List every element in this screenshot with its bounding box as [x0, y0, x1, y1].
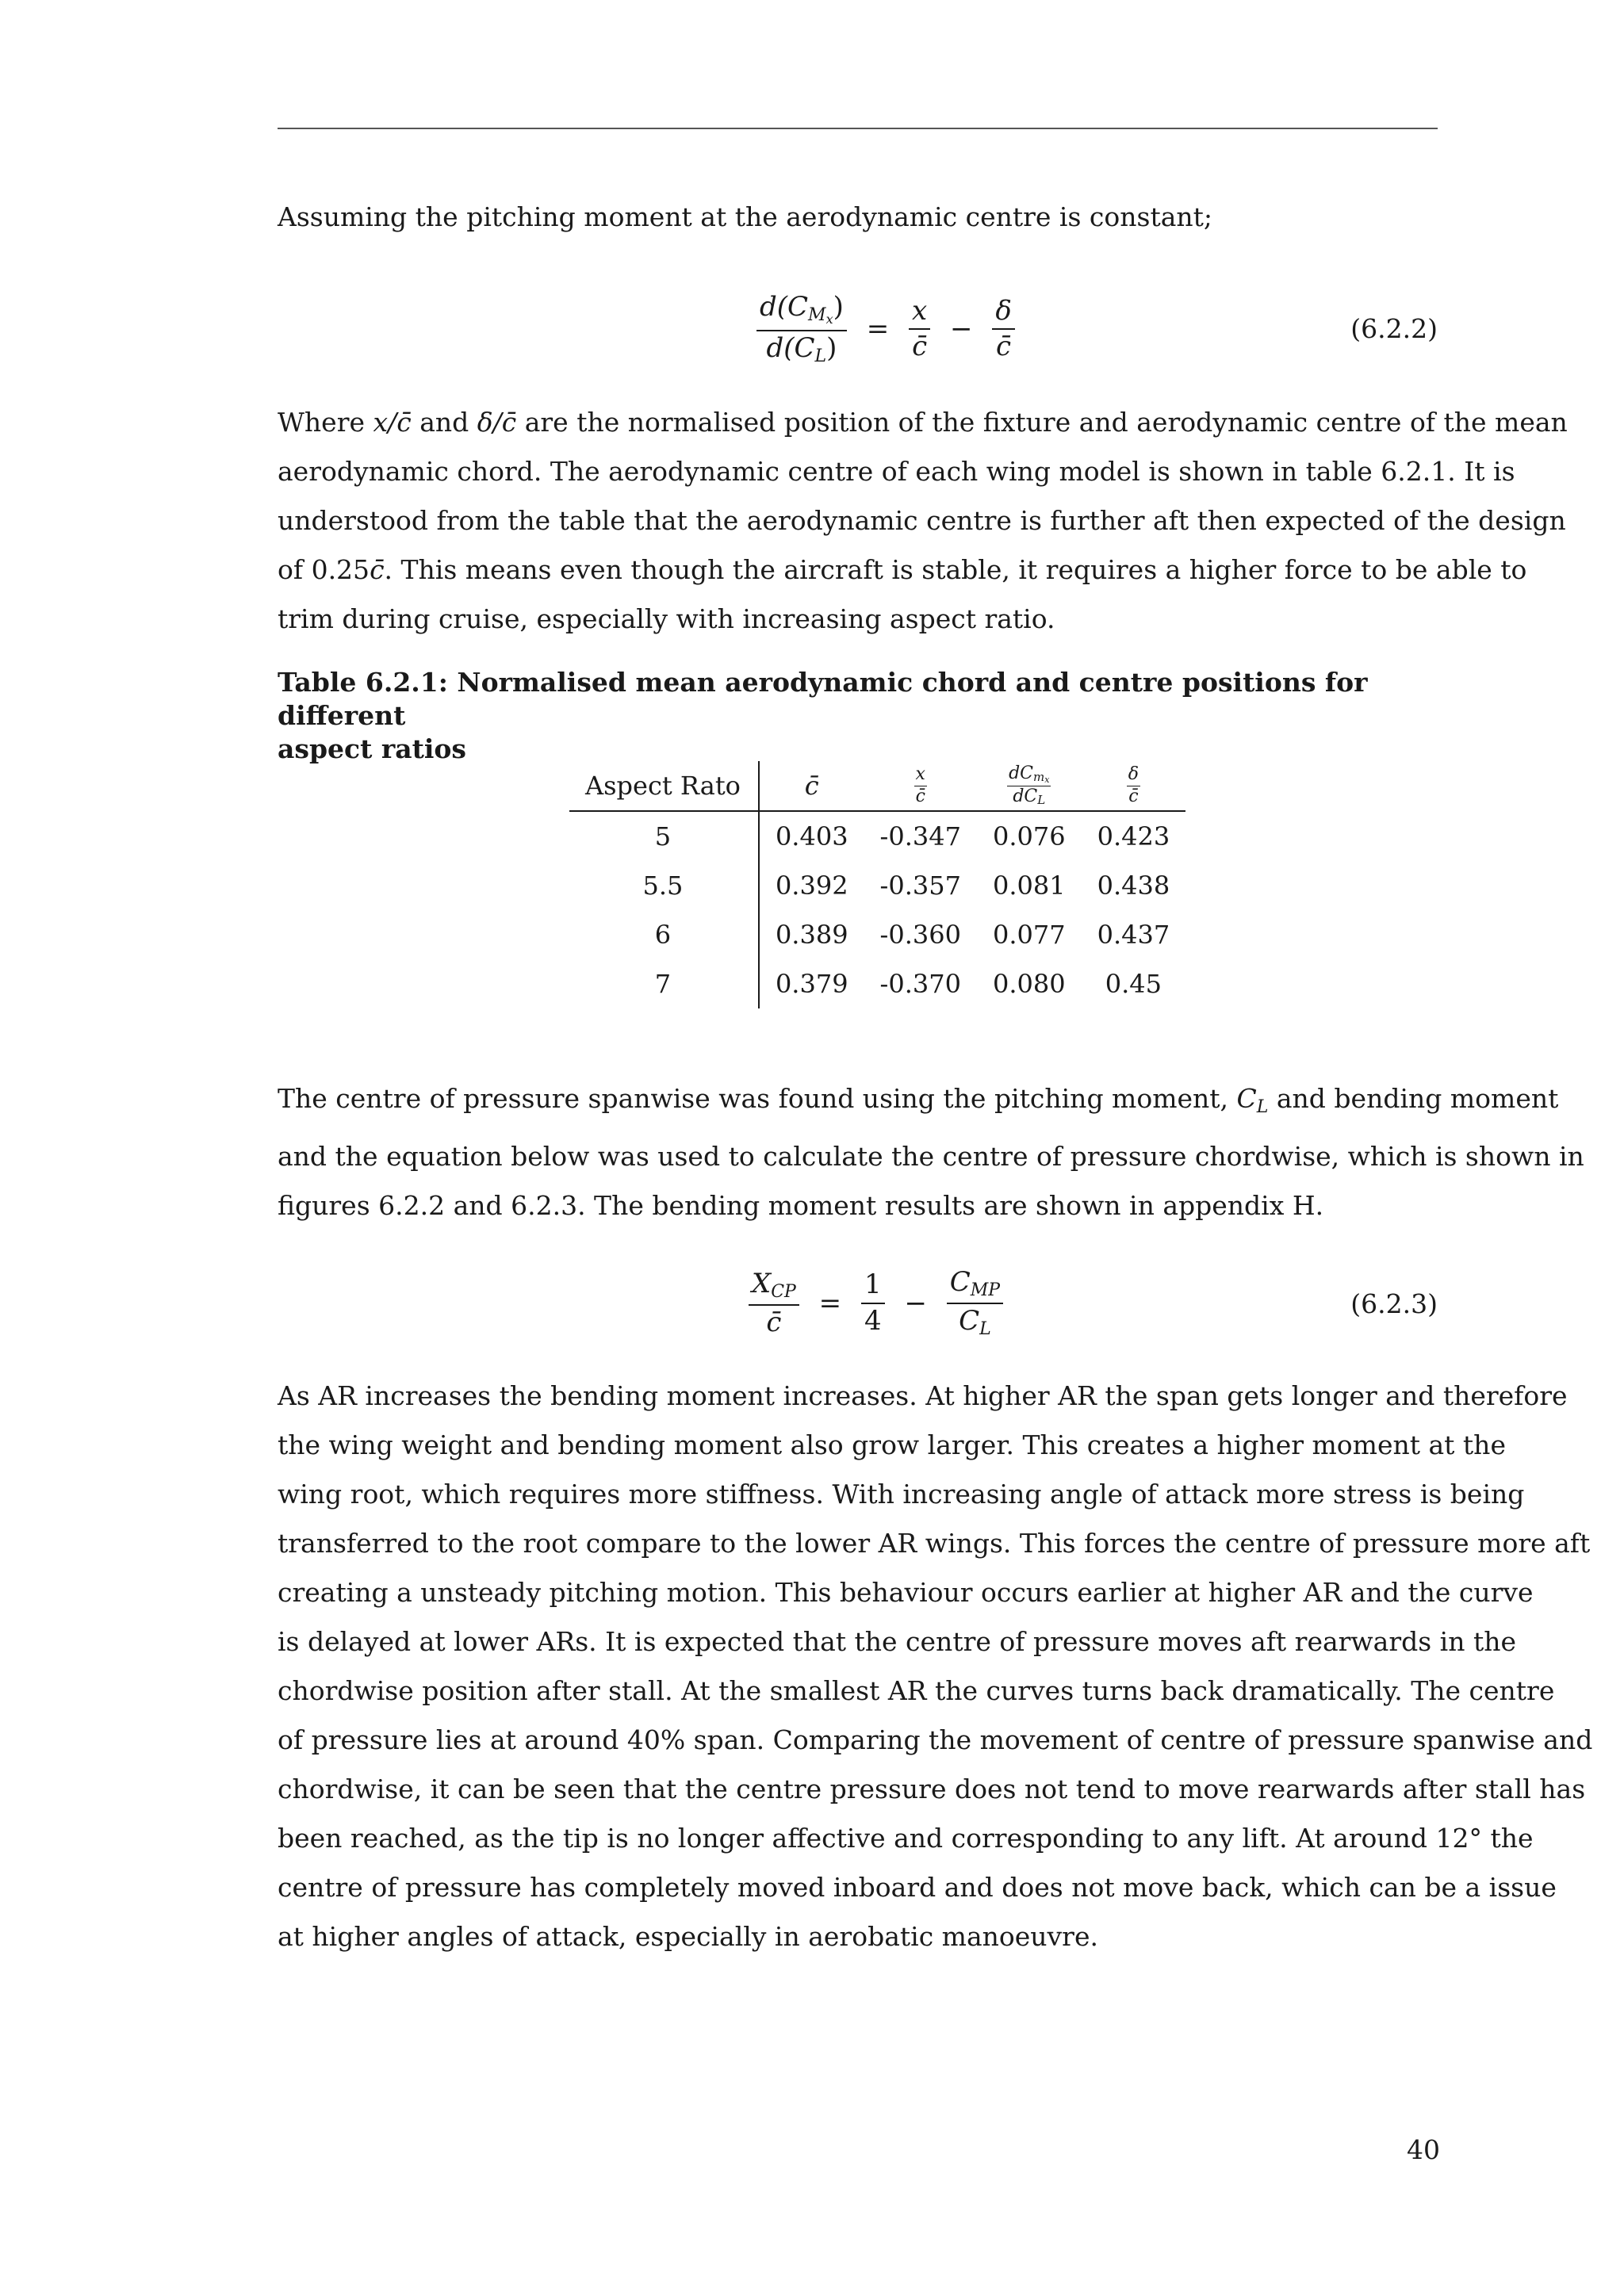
header-delta — [1082, 761, 1186, 811]
header-aspect-ratio: Aspect Rato — [569, 761, 759, 811]
text-line: at higher angles of attack, especially in aerobatic manoeuvre. — [278, 1921, 1098, 1952]
eq-sub: M — [808, 305, 826, 325]
text-line: creating a unsteady pitching motion. This behaviour occurs earlier at higher AR and the curve — [278, 1577, 1534, 1608]
text-span: and bending moment — [1268, 1083, 1559, 1114]
eq-sub: L — [814, 346, 827, 366]
eq-sub: CP — [771, 1281, 796, 1302]
header-dcm-subsub: x — [1044, 775, 1050, 786]
text-line: transferred to the root compare to the lower AR wings. This forces the centre of pressure more aft — [278, 1528, 1591, 1559]
cell-delta: 0.437 — [1097, 920, 1170, 950]
aspect-ratio-table — [569, 761, 1185, 1008]
cell-x: -0.357 — [879, 871, 961, 901]
eq-term1-den: c̄ — [912, 331, 928, 363]
text-line — [278, 1074, 1559, 1132]
header-chord — [759, 761, 864, 811]
eq-lhs-fraction — [756, 293, 847, 365]
header-x — [864, 761, 977, 811]
cell-x: -0.347 — [879, 821, 961, 851]
eq-lhs-num: X — [752, 1267, 772, 1299]
text-span: Where — [278, 407, 373, 438]
cell-dcm: 0.080 — [992, 969, 1066, 999]
eq-term2-num: C — [949, 1266, 971, 1298]
cell-delta: 0.423 — [1097, 821, 1170, 851]
table-row — [569, 811, 1185, 861]
text-line: wing root, which requires more stiffness. With increasing angle of attack more stress is being — [278, 1479, 1525, 1510]
caption-line: aspect ratios — [278, 733, 466, 764]
cell-aspect-ratio: 5 — [569, 811, 759, 861]
eq-lhs-den: c̄ — [766, 1306, 782, 1338]
eq-paren: ) — [826, 331, 837, 364]
text-span: of 0.25 — [278, 554, 370, 585]
text-span: are the normalised position of the fixture and aerodynamic centre of the mean — [516, 407, 1568, 438]
header-dcm-den-sub: L — [1037, 793, 1046, 808]
text-line: aerodynamic chord. The aerodynamic centre of each wing model is shown in table 6.2.1. It is — [278, 456, 1515, 487]
text-line — [278, 545, 1527, 595]
header-dcm-den: dC — [1013, 786, 1038, 807]
math-inline: x/c̄ — [373, 407, 412, 438]
eq-sub: L — [979, 1319, 991, 1340]
eq-sub: MP — [970, 1280, 1001, 1300]
cell-x: -0.360 — [879, 920, 961, 950]
cell-delta: 0.438 — [1097, 871, 1170, 901]
text-span: and — [411, 407, 477, 438]
cell-chord: 0.389 — [775, 920, 848, 950]
eq-lhs-fraction — [749, 1267, 799, 1338]
eq-lhs-num: d(C — [760, 291, 809, 323]
cell-aspect-ratio: 5.5 — [569, 861, 759, 910]
eq-term1-num: x — [912, 294, 928, 327]
header-rule — [278, 128, 1438, 129]
eq-term2 — [992, 294, 1014, 363]
text-line: trim during cruise, especially with increasing aspect ratio. — [278, 603, 1055, 634]
math-inline: C — [1236, 1083, 1257, 1114]
eq-term1-den: 4 — [864, 1305, 882, 1337]
header-chord-label: c̄ — [804, 771, 819, 801]
text-line: is delayed at lower ARs. It is expected that the centre of pressure moves aft rearwards in the — [278, 1626, 1517, 1657]
eq-term1 — [861, 1271, 885, 1335]
math-inline: δ/c̄ — [477, 407, 517, 438]
eq-term2-den: C — [959, 1305, 980, 1337]
header-delta-den: c̄ — [1128, 786, 1139, 806]
cell-chord: 0.403 — [775, 821, 848, 851]
header-dcm-num: dC — [1009, 763, 1033, 784]
paragraph-intro — [278, 193, 1438, 242]
eq-paren: ) — [833, 291, 844, 323]
text-line: centre of pressure has completely moved inboard and does not move back, which can be a issue — [278, 1872, 1557, 1903]
header-dcm — [977, 761, 1082, 811]
eq-minus: − — [904, 1288, 927, 1320]
eq-equals: = — [866, 313, 890, 346]
cell-dcm: 0.077 — [992, 920, 1066, 950]
equation-6-2-3 — [745, 1266, 1006, 1340]
eq-minus: − — [950, 313, 973, 346]
header-delta-num: δ — [1128, 764, 1139, 785]
table-header-row — [569, 761, 1185, 811]
table-row — [569, 910, 1185, 959]
eq-term2 — [947, 1266, 1003, 1340]
text-line: of pressure lies at around 40% span. Comparing the movement of centre of pressure spanwise and — [278, 1724, 1593, 1755]
text-line: As AR increases the bending moment increases. At higher AR the span gets longer and therefore — [278, 1380, 1568, 1411]
text-line: Assuming the pitching moment at the aerodynamic centre is constant; — [278, 201, 1213, 232]
text-line: chordwise position after stall. At the smallest AR the curves turns back dramatically. The centre — [278, 1675, 1555, 1706]
cell-aspect-ratio: 7 — [569, 959, 759, 1008]
table-caption — [278, 666, 1438, 766]
paragraph-centre-of-pressure — [278, 1074, 1584, 1230]
text-line: understood from the table that the aerodynamic centre is further aft then expected of the design — [278, 505, 1566, 536]
cell-dcm: 0.081 — [992, 871, 1066, 901]
cell-aspect-ratio: 6 — [569, 910, 759, 959]
text-line: figures 6.2.2 and 6.2.3. The bending moment results are shown in appendix H. — [278, 1190, 1324, 1221]
cell-chord: 0.392 — [775, 871, 848, 901]
header-x-den: c̄ — [915, 786, 925, 806]
text-line — [278, 398, 1568, 447]
page-number: 40 — [1407, 2134, 1440, 2165]
eq-term1-num: 1 — [861, 1271, 885, 1304]
text-span: The centre of pressure spanwise was found using the pitching moment, — [278, 1083, 1237, 1114]
cell-chord: 0.379 — [775, 969, 848, 999]
paragraph-aerodynamic-centre — [278, 398, 1568, 644]
header-x-num: x — [915, 764, 925, 785]
paragraph-bending-moment — [278, 1372, 1593, 1961]
math-sub: L — [1256, 1097, 1269, 1117]
text-line: chordwise, it can be seen that the centre pressure does not tend to move rearwards after stall has — [278, 1774, 1586, 1804]
eq-term2-den: c̄ — [996, 331, 1012, 363]
caption-line: Table 6.2.1: Normalised mean aerodynamic chord and centre positions for different — [278, 667, 1368, 731]
cell-x: -0.370 — [879, 969, 961, 999]
table-row — [569, 959, 1185, 1008]
equation-number: (6.2.2) — [1350, 313, 1438, 344]
equation-6-2-2 — [753, 293, 1018, 365]
equation-number: (6.2.3) — [1350, 1288, 1438, 1319]
eq-subsub: x — [825, 312, 833, 327]
eq-equals: = — [818, 1288, 842, 1320]
eq-term2-num: δ — [995, 294, 1012, 327]
text-line: and the equation below was used to calculate the centre of pressure chordwise, which is shown in — [278, 1141, 1584, 1172]
text-span: . This means even though the aircraft is stable, it requires a higher force to be able to — [384, 554, 1527, 585]
text-line: been reached, as the tip is no longer affective and corresponding to any lift. At around 12° the — [278, 1823, 1534, 1854]
table-row — [569, 861, 1185, 910]
math-inline: c̄ — [370, 554, 385, 585]
eq-term1 — [909, 294, 930, 363]
header-dcm-sub: m — [1033, 770, 1045, 785]
eq-lhs-den: d(C — [766, 331, 815, 364]
cell-delta: 0.45 — [1105, 969, 1162, 999]
cell-dcm: 0.076 — [992, 821, 1066, 851]
text-line: the wing weight and bending moment also grow larger. This creates a higher moment at the — [278, 1429, 1506, 1460]
